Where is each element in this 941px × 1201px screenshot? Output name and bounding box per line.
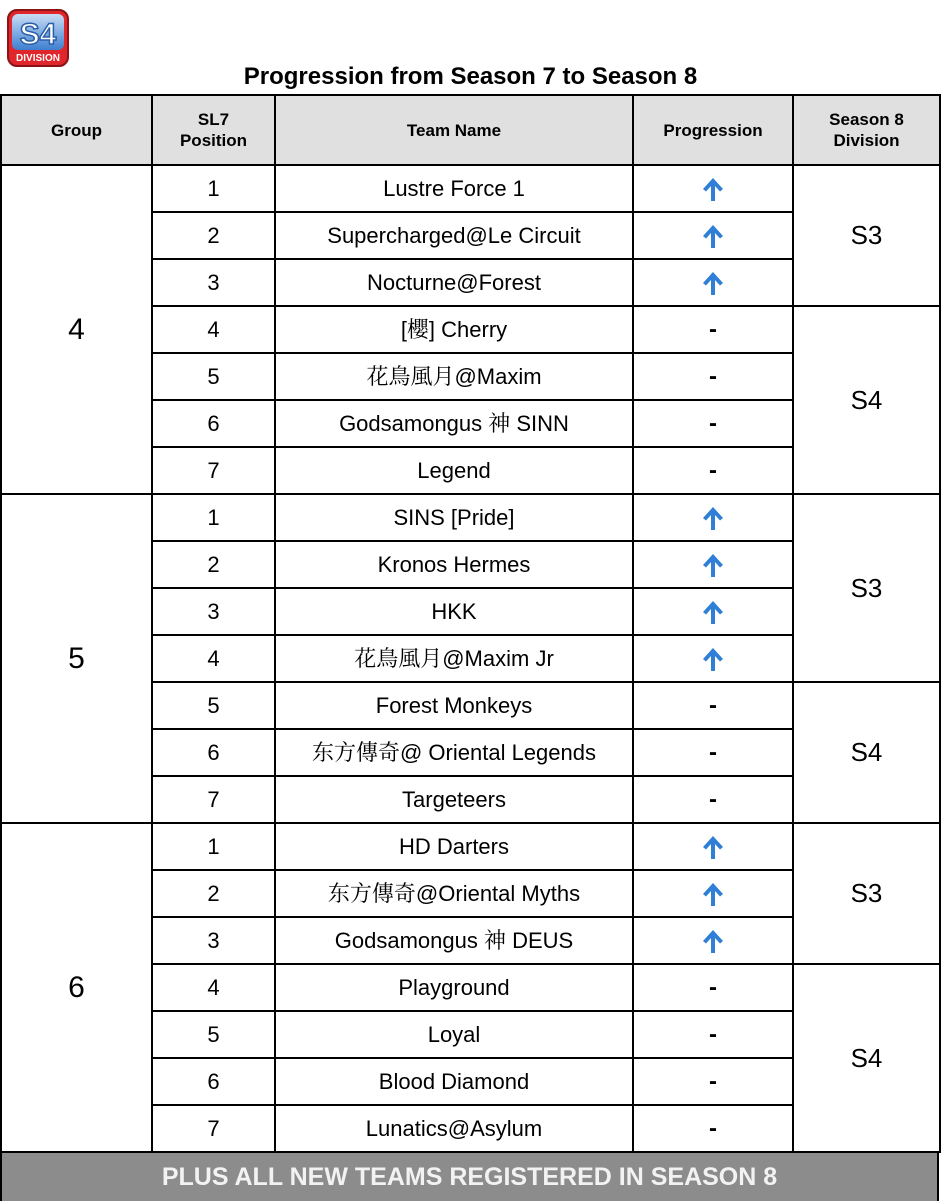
up-arrow-icon	[701, 928, 725, 954]
header-group: Group	[1, 95, 152, 165]
team-name-cell: 东方傳奇@ Oriental Legends	[275, 729, 633, 776]
progression-cell: -	[633, 1105, 793, 1152]
page-title: Progression from Season 7 to Season 8	[243, 63, 698, 90]
division-cell: S4	[793, 306, 940, 494]
progression-cell	[633, 212, 793, 259]
up-arrow-icon	[701, 552, 725, 578]
position-cell: 2	[152, 541, 275, 588]
table-row	[1, 823, 940, 870]
footer-banner: PLUS ALL NEW TEAMS REGISTERED IN SEASON 8	[0, 1151, 939, 1201]
progression-cell: -	[633, 964, 793, 1011]
progression-cell: -	[633, 1011, 793, 1058]
group-cell: 5	[1, 494, 152, 823]
up-arrow-icon	[701, 646, 725, 672]
team-name-cell: 花鳥風月@Maxim Jr	[275, 635, 633, 682]
division-cell: S3	[793, 494, 940, 682]
team-name-cell: 花鳥風月@Maxim	[275, 353, 633, 400]
position-cell: 3	[152, 259, 275, 306]
position-cell: 2	[152, 212, 275, 259]
team-name-cell: Forest Monkeys	[275, 682, 633, 729]
position-cell: 6	[152, 729, 275, 776]
group-cell: 6	[1, 823, 152, 1152]
position-cell: 4	[152, 635, 275, 682]
position-cell: 1	[152, 823, 275, 870]
position-cell: 7	[152, 776, 275, 823]
position-cell: 3	[152, 917, 275, 964]
team-name-cell: HKK	[275, 588, 633, 635]
team-name-cell: Loyal	[275, 1011, 633, 1058]
progression-cell: -	[633, 400, 793, 447]
team-name-cell: Supercharged@Le Circuit	[275, 212, 633, 259]
table-row	[1, 494, 940, 541]
team-name-cell: Lunatics@Asylum	[275, 1105, 633, 1152]
team-name-cell: Lustre Force 1	[275, 165, 633, 212]
team-name-cell: Blood Diamond	[275, 1058, 633, 1105]
progression-table	[0, 94, 941, 1153]
team-name-cell: Targeteers	[275, 776, 633, 823]
progression-cell	[633, 494, 793, 541]
header-progression: Progression	[633, 95, 793, 165]
position-cell: 6	[152, 400, 275, 447]
position-cell: 7	[152, 1105, 275, 1152]
position-cell: 6	[152, 1058, 275, 1105]
progression-cell: -	[633, 353, 793, 400]
position-cell: 4	[152, 964, 275, 1011]
team-name-cell: HD Darters	[275, 823, 633, 870]
position-cell: 1	[152, 494, 275, 541]
header-row	[1, 95, 940, 165]
progression-cell: -	[633, 729, 793, 776]
division-cell: S3	[793, 823, 940, 964]
team-name-cell: Godsamongus 神 DEUS	[275, 917, 633, 964]
position-cell: 7	[152, 447, 275, 494]
team-name-cell: Playground	[275, 964, 633, 1011]
up-arrow-icon	[701, 223, 725, 249]
up-arrow-icon	[701, 599, 725, 625]
up-arrow-icon	[701, 176, 725, 202]
team-name-cell: Legend	[275, 447, 633, 494]
up-arrow-icon	[701, 834, 725, 860]
table-row	[1, 165, 940, 212]
position-cell: 3	[152, 588, 275, 635]
progression-cell: -	[633, 447, 793, 494]
progression-cell	[633, 870, 793, 917]
progression-cell: -	[633, 776, 793, 823]
up-arrow-icon	[701, 505, 725, 531]
team-name-cell: SINS [Pride]	[275, 494, 633, 541]
team-name-cell: [櫻] Cherry	[275, 306, 633, 353]
team-name-cell: Godsamongus 神 SINN	[275, 400, 633, 447]
position-cell: 5	[152, 1011, 275, 1058]
progression-cell: -	[633, 1058, 793, 1105]
team-name-cell: Nocturne@Forest	[275, 259, 633, 306]
progression-cell	[633, 165, 793, 212]
progression-cell	[633, 588, 793, 635]
progression-cell	[633, 823, 793, 870]
position-cell: 5	[152, 682, 275, 729]
progression-cell	[633, 635, 793, 682]
division-cell: S3	[793, 165, 940, 306]
up-arrow-icon	[701, 270, 725, 296]
group-cell: 4	[1, 165, 152, 494]
progression-cell: -	[633, 682, 793, 729]
progression-cell	[633, 541, 793, 588]
position-cell: 5	[152, 353, 275, 400]
header-division: Season 8 Division	[793, 95, 940, 165]
position-cell: 1	[152, 165, 275, 212]
position-cell: 4	[152, 306, 275, 353]
header-sl7-position: SL7 Position	[152, 95, 275, 165]
header-team-name: Team Name	[275, 95, 633, 165]
team-name-cell: 东方傳奇@Oriental Myths	[275, 870, 633, 917]
logo-main-text: S4	[19, 18, 57, 51]
progression-cell	[633, 259, 793, 306]
team-name-cell: Kronos Hermes	[275, 541, 633, 588]
division-cell: S4	[793, 964, 940, 1152]
division-cell: S4	[793, 682, 940, 823]
progression-cell	[633, 917, 793, 964]
logo-sub-text: DIVISION	[16, 53, 60, 64]
up-arrow-icon	[701, 881, 725, 907]
progression-cell: -	[633, 306, 793, 353]
position-cell: 2	[152, 870, 275, 917]
